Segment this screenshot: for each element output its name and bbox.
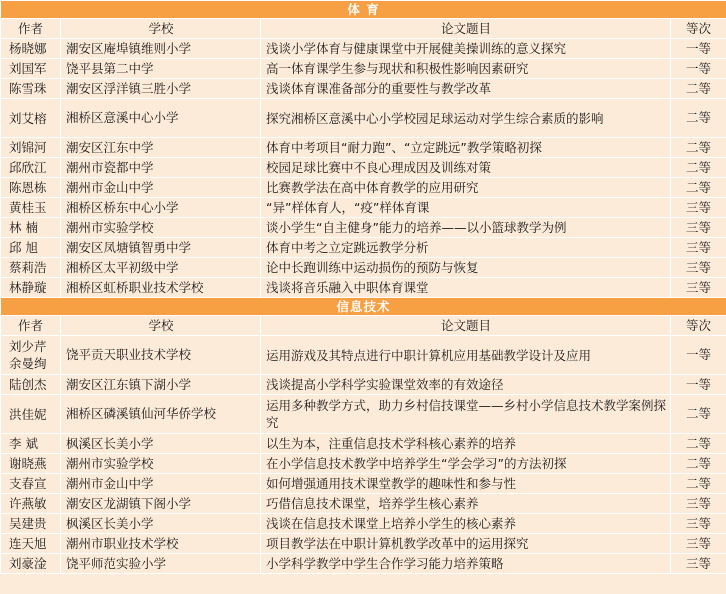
author-cell: 李 斌	[1, 434, 61, 454]
table-row	[1, 158, 726, 178]
rank-cell: 二等	[671, 158, 726, 178]
school-cell: 潮安区江东中学	[61, 138, 261, 158]
author-cell: 林 楠	[1, 218, 61, 238]
author-cell: 林静璇	[1, 278, 61, 298]
school-cell: 饶平县第二中学	[61, 59, 261, 79]
author-cell: 陈雪珠	[1, 79, 61, 99]
table-row	[1, 494, 726, 514]
rank-header: 等次	[671, 19, 726, 39]
paper-title-cell: 浅谈体育课准备部分的重要性与教学改革	[261, 79, 671, 99]
table-row	[1, 434, 726, 454]
rank-cell: 一等	[671, 336, 726, 375]
paper-title-cell: 体育中考之立定跳远教学分析	[261, 238, 671, 258]
table-row	[1, 514, 726, 534]
school-cell: 湘桥区虹桥职业技术学校	[61, 278, 261, 298]
table-row	[1, 278, 726, 298]
rank-cell: 二等	[671, 138, 726, 158]
paper-title-cell: 谈小学生“自主健身”能力的培养——以小篮球教学为例	[261, 218, 671, 238]
rank-cell: 三等	[671, 554, 726, 574]
author-cell: 刘艾榕	[1, 99, 61, 138]
author-cell: 蔡莉浩	[1, 258, 61, 278]
school-cell: 潮安区江东镇下湖小学	[61, 375, 261, 395]
paper-title-cell: 浅谈提高小学科学实验课堂效率的有效途径	[261, 375, 671, 395]
school-cell: 饶平师范实验小学	[61, 554, 261, 574]
paper-title-cell: 体育中考项目“耐力跑”、“立定跳远”教学策略初探	[261, 138, 671, 158]
rank-cell: 一等	[671, 375, 726, 395]
paper-title-cell: 比赛教学法在高中体育教学的应用研究	[261, 178, 671, 198]
paper-title-cell: 高一体育课学生参与现状和积极性影响因素研究	[261, 59, 671, 79]
section-title-row	[1, 1, 726, 19]
award-table-body	[1, 1, 726, 574]
rank-cell: 二等	[671, 434, 726, 454]
paper-title-cell: 探究湘桥区意溪中心小学校园足球运动对学生综合素质的影响	[261, 99, 671, 138]
paper-title-header: 论文题目	[261, 316, 671, 336]
table-row	[1, 59, 726, 79]
paper-title-cell: 如何增强通用技术课堂教学的趣味性和参与性	[261, 474, 671, 494]
paper-title-cell: 浅谈在信息技术课堂上培养小学生的核心素养	[261, 514, 671, 534]
rank-header: 等次	[671, 316, 726, 336]
rank-cell: 三等	[671, 238, 726, 258]
table-row	[1, 454, 726, 474]
author-cell: 连天旭	[1, 534, 61, 554]
table-row	[1, 554, 726, 574]
school-cell: 潮安区浮洋镇三胜小学	[61, 79, 261, 99]
school-cell: 潮州市实验学校	[61, 454, 261, 474]
school-cell: 潮州市金山中学	[61, 474, 261, 494]
table-row	[1, 138, 726, 158]
school-header: 学校	[61, 316, 261, 336]
author-cell: 刘国军	[1, 59, 61, 79]
paper-title-cell: 小学科学教学中学生合作学习能力培养策略	[261, 554, 671, 574]
rank-cell: 三等	[671, 534, 726, 554]
rank-cell: 二等	[671, 474, 726, 494]
school-cell: 湘桥区太平初级中学	[61, 258, 261, 278]
table-row	[1, 238, 726, 258]
author-cell: 刘锦河	[1, 138, 61, 158]
paper-title-cell: 论中长跑训练中运动损伤的预防与恢复	[261, 258, 671, 278]
paper-title-cell: “异”样体育人，“疫”样体育课	[261, 198, 671, 218]
table-row	[1, 198, 726, 218]
school-cell: 潮安区庵埠镇维则小学	[61, 39, 261, 59]
table-row	[1, 258, 726, 278]
section-title: 体 育	[1, 1, 726, 19]
rank-cell: 二等	[671, 99, 726, 138]
rank-cell: 三等	[671, 514, 726, 534]
author-cell: 洪佳妮	[1, 395, 61, 434]
school-cell: 湘桥区意溪中心小学	[61, 99, 261, 138]
section-title: 信息技术	[1, 298, 726, 316]
table-row	[1, 99, 726, 138]
table-row	[1, 395, 726, 434]
rank-cell: 一等	[671, 39, 726, 59]
rank-cell: 二等	[671, 79, 726, 99]
school-cell: 枫溪区长美小学	[61, 434, 261, 454]
author-cell: 支春宣	[1, 474, 61, 494]
table-row	[1, 218, 726, 238]
school-cell: 潮州市瓷都中学	[61, 158, 261, 178]
paper-title-header: 论文题目	[261, 19, 671, 39]
paper-title-cell: 运用多种教学方式，助力乡村信技课堂——乡村小学信息技术教学案例探究	[261, 395, 671, 434]
author-cell: 陈恩栋	[1, 178, 61, 198]
table-row	[1, 474, 726, 494]
paper-title-cell: 项目教学法在中职计算机教学改革中的运用探究	[261, 534, 671, 554]
rank-cell: 三等	[671, 258, 726, 278]
author-cell: 吴建贵	[1, 514, 61, 534]
school-cell: 湘桥区桥东中心小学	[61, 198, 261, 218]
column-header-row	[1, 316, 726, 336]
school-header: 学校	[61, 19, 261, 39]
paper-title-cell: 巧借信息技术课堂，培养学生核心素养	[261, 494, 671, 514]
table-row	[1, 336, 726, 375]
author-cell: 许燕敏	[1, 494, 61, 514]
school-cell: 潮安区凤塘镇智勇中学	[61, 238, 261, 258]
school-cell: 饶平贡天职业技术学校	[61, 336, 261, 375]
author-header: 作者	[1, 19, 61, 39]
table-row	[1, 79, 726, 99]
author-cell: 刘少芹 余曼绚	[1, 336, 61, 375]
author-cell: 黄桂玉	[1, 198, 61, 218]
rank-cell: 二等	[671, 454, 726, 474]
school-cell: 枫溪区长美小学	[61, 514, 261, 534]
paper-title-cell: 校园足球比赛中不良心理成因及训练对策	[261, 158, 671, 178]
author-cell: 陆创杰	[1, 375, 61, 395]
section-title-row	[1, 298, 726, 316]
rank-cell: 一等	[671, 59, 726, 79]
table-row	[1, 178, 726, 198]
paper-title-cell: 在小学信息技术教学中培养学生“学会学习”的方法初探	[261, 454, 671, 474]
rank-cell: 三等	[671, 278, 726, 298]
rank-cell: 二等	[671, 395, 726, 434]
paper-title-cell: 浅谈小学体育与健康课堂中开展健美操训练的意义探究	[261, 39, 671, 59]
author-cell: 刘豪淦	[1, 554, 61, 574]
author-cell: 邱 旭	[1, 238, 61, 258]
school-cell: 湘桥区磷溪镇仙河华侨学校	[61, 395, 261, 434]
school-cell: 潮州市实验学校	[61, 218, 261, 238]
column-header-row	[1, 19, 726, 39]
rank-cell: 三等	[671, 198, 726, 218]
school-cell: 潮安区龙湖镇下阁小学	[61, 494, 261, 514]
table-row	[1, 534, 726, 554]
table-row	[1, 375, 726, 395]
paper-title-cell: 运用游戏及其特点进行中职计算机应用基础教学设计及应用	[261, 336, 671, 375]
rank-cell: 二等	[671, 178, 726, 198]
table-row	[1, 39, 726, 59]
paper-title-cell: 浅谈将音乐融入中职体育课堂	[261, 278, 671, 298]
school-cell: 潮州市职业技术学校	[61, 534, 261, 554]
rank-cell: 三等	[671, 218, 726, 238]
author-cell: 杨晓娜	[1, 39, 61, 59]
author-cell: 谢晓燕	[1, 454, 61, 474]
paper-title-cell: 以生为本，注重信息技术学科核心素养的培养	[261, 434, 671, 454]
author-header: 作者	[1, 316, 61, 336]
rank-cell: 三等	[671, 494, 726, 514]
school-cell: 潮州市金山中学	[61, 178, 261, 198]
author-cell: 邱欣江	[1, 158, 61, 178]
